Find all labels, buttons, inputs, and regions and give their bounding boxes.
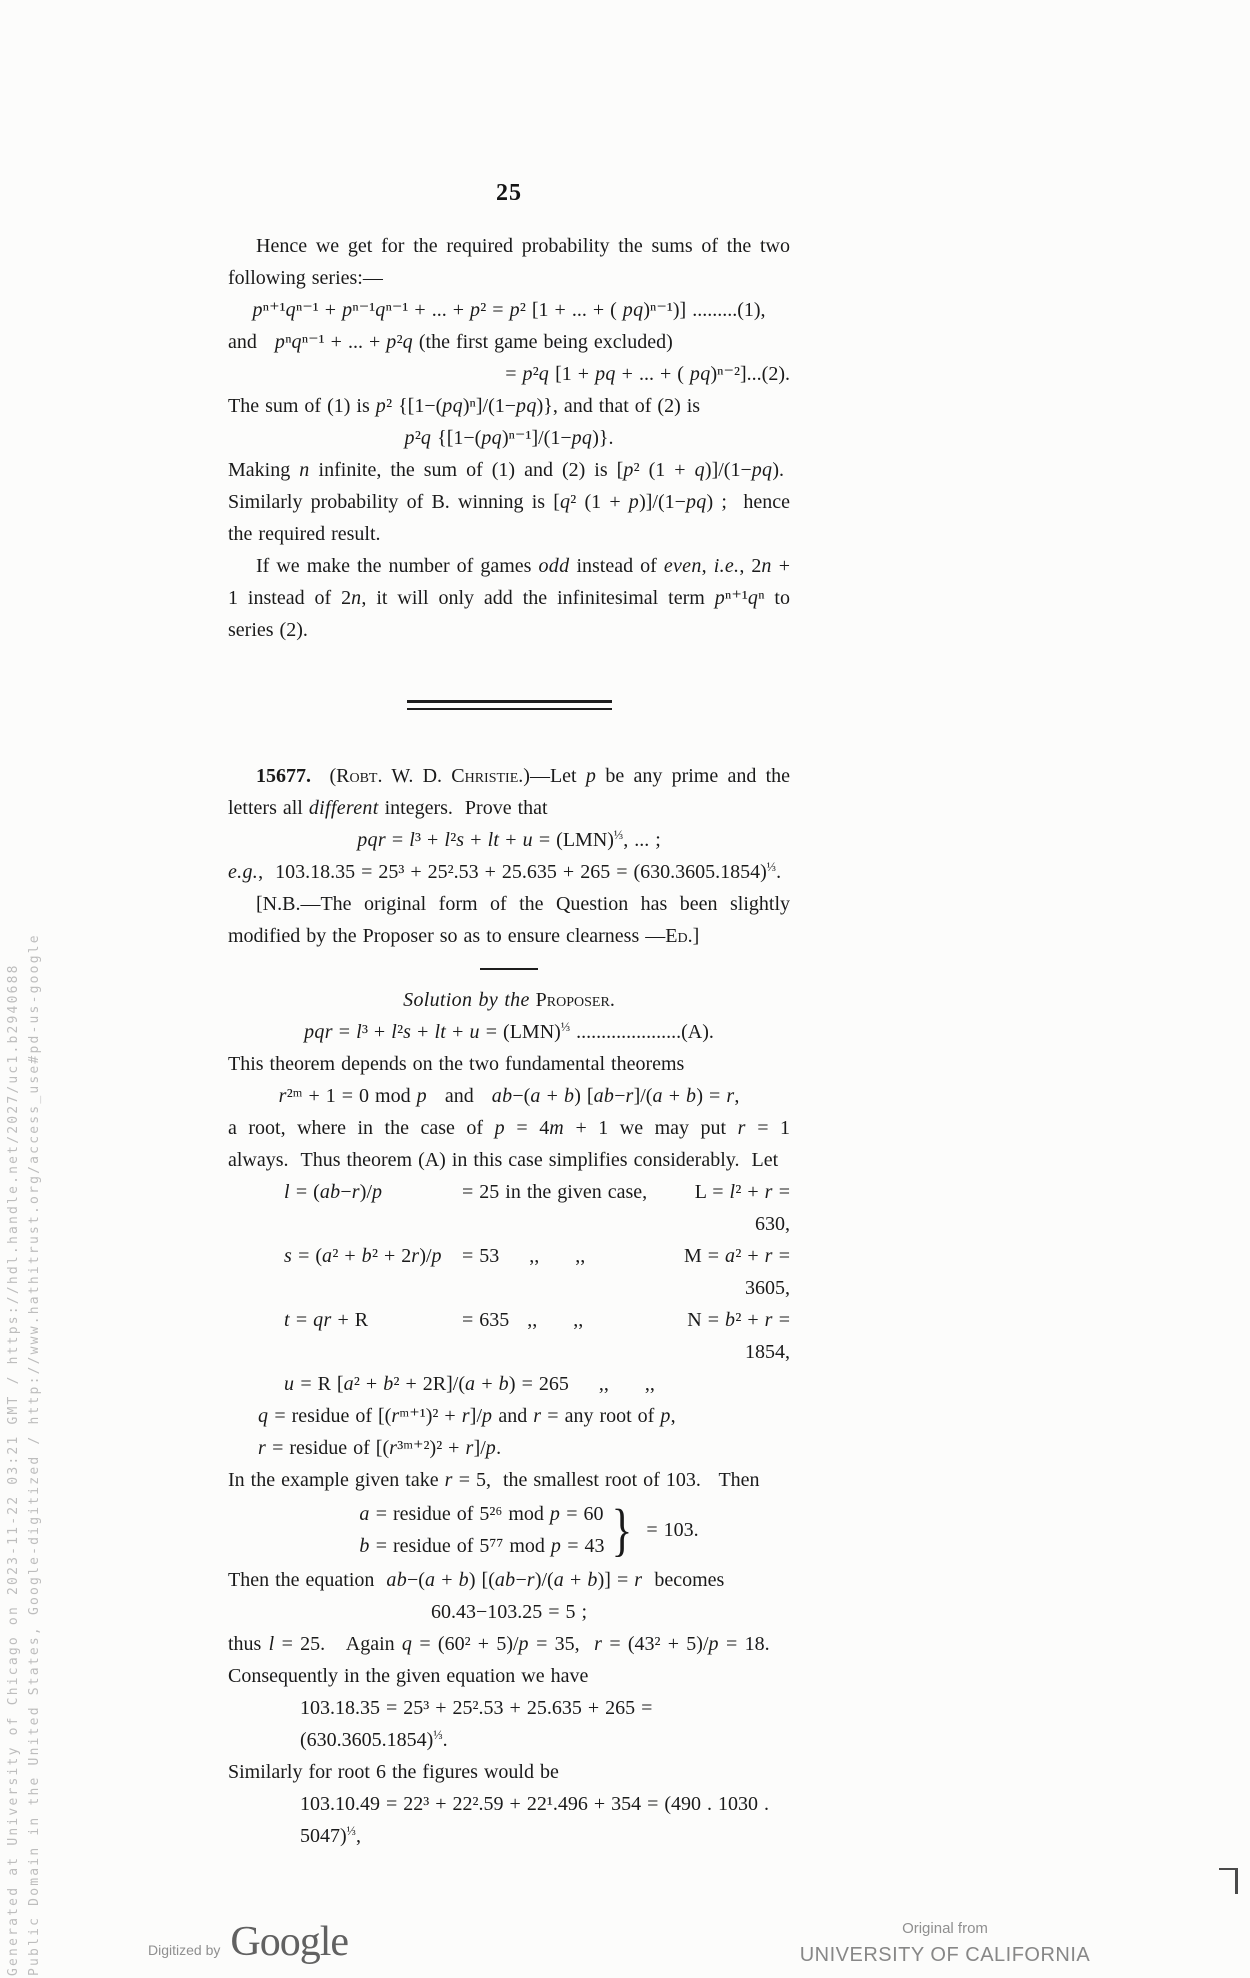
brace-residues: [268, 1498, 790, 1562]
equation-sum-2: p²q {[1−(pq)ⁿ⁻¹]/(1−pq)}.: [404, 427, 614, 449]
let-row-l-col2: L = l² + r = 630,: [694, 1181, 790, 1235]
let-row-t: [284, 1304, 790, 1368]
brace-result: = 103.: [646, 1519, 699, 1541]
para-this-theorem: This theorem depends on the two fundamental theorems: [228, 1053, 685, 1075]
equation-A: pqr = l³ + l²s + lt + u = (LMN)$^{\frac{1}{3}}$ .....................(A).: [304, 1020, 714, 1043]
brace-lines: a = residue of 5²⁶ mod p = 60 b = residue of 5⁷⁷ mod p = 43: [359, 1503, 605, 1557]
google-logo: Google: [230, 1919, 349, 1965]
let-row-s-col2: M = a² + r = 3605,: [683, 1245, 790, 1299]
sidebar-publicdomain-text: Public Domain in the United States, Google-digitized / http://www.hathitrust.org/access_use#pd-us-google: [27, 933, 42, 1976]
let-row-s-col1: = 53 ,, ,,: [462, 1245, 586, 1267]
equation-pqr: pqr = l³ + l²s + lt + u = (LMN)$^{\frac{1}{3}}$, ... ;: [357, 828, 661, 851]
para-if-we-make: If we make the number of games odd instead of even, i.e., 2n + 1 instead of 2n, it will only add the infinitesimal term pⁿ⁺¹qⁿ to series (2).: [228, 555, 791, 641]
let-row-r: r = residue of [(r³ᵐ⁺²)² + r]/p.: [258, 1437, 502, 1459]
equation-60-43: 60.43−103.25 = 5 ;: [430, 1601, 588, 1623]
original-from-label: Original from: [902, 1920, 988, 1937]
let-row-l-col0: l = (ab−r)/p: [284, 1181, 383, 1203]
para-in-the-example: In the example given take r = 5, the smallest root of 103. Then: [228, 1469, 760, 1491]
section-divider: [407, 700, 612, 710]
para-a-root: a root, where in the case of p = 4m + 1 we may put r = 1 always. Thus theorem (A) in this case simplifies considerably. Let: [228, 1117, 791, 1171]
let-row-s: [284, 1240, 790, 1304]
equation-103-10-49: 103.10.49 = 22³ + 22².59 + 22¹.496 + 354 = (490 . 1030 . 5047)$^{\frac{1}{3}}$,: [300, 1793, 770, 1847]
let-row-t-col2: N = b² + r = 1854,: [687, 1309, 790, 1363]
equation-fundamental: r²ᵐ + 1 = 0 mod p and ab−(a + b) [ab−r]/(a + b) = r,: [278, 1085, 740, 1107]
let-row-u: u = R [a² + b² + 2R]/(a + b) = 265 ,, ,,: [284, 1373, 655, 1395]
let-row-t-col1: = 635 ,, ,,: [462, 1309, 584, 1331]
para-then-the-equation: Then the equation ab−(a + b) [(ab−r)/(a + b)] = r becomes: [228, 1569, 725, 1591]
sidebar-generated-text: Generated at University of Chicago on 2023-11-22 03:21 GMT / https://hdl.handle.net/2027/uc1.b2940688: [6, 963, 21, 1976]
heading-solution: Solution by the Proposer.: [403, 989, 615, 1011]
institution-name: UNIVERSITY OF CALIFORNIA: [799, 1944, 1091, 1966]
let-row-t-col0: t = qr + R: [284, 1309, 369, 1331]
let-row-s-col0: s = (a² + b² + 2r)/p: [284, 1245, 442, 1267]
equation-and-line: and pⁿqⁿ⁻¹ + ... + p²q (the first game being excluded): [228, 331, 673, 353]
equation-1: pⁿ⁺¹qⁿ⁻¹ + pⁿ⁻¹qⁿ⁻¹ + ... + p² = p² [1 + ... + ( pq)ⁿ⁻¹)] .........(1),: [252, 299, 766, 321]
page-corner-mark: [1219, 1868, 1238, 1894]
para-making-n-infinite: Making n infinite, the sum of (1) and (2) is [p² (1 + q)]/(1−pq). Similarly probability of B. winning is [q² (1 + p)]/(1−pq) ; hence the required result.: [228, 459, 791, 545]
let-row-l-col1: = 25 in the given case,: [462, 1181, 648, 1203]
equation-103-18-35: $103.18.35 = 25^3 + 25^2.53 + 25.635 + 265 = (630.3605.1854)^{\frac{1}{3}}$.: [300, 1697, 653, 1751]
solution-divider: [480, 968, 538, 970]
let-row-q: q = residue of [(rᵐ⁺¹)² + r]/p and r = any root of p,: [258, 1405, 676, 1427]
para-sum-of-1: The sum of (1) is p² {[1−(pq)ⁿ]/(1−pq)}, and that of (2) is: [228, 395, 701, 417]
digitized-by-label: Digitized by: [148, 1942, 221, 1958]
right-brace: }: [611, 1497, 633, 1562]
para-similarly-root-6: Similarly for root 6 the figures would be: [228, 1761, 559, 1783]
para-thus-l-25: thus l = 25. Again q = (60² + 5)/p = 35, r = (43² + 5)/p = 18. Consequently in the given equation we have: [228, 1633, 791, 1687]
digitized-by-group: [148, 1918, 348, 1966]
content: [228, 230, 790, 1852]
para-problem-15677: 15677. (Robt. W. D. Christie.)—Let p be any prime and the letters all different integers. Prove that: [228, 765, 790, 819]
para-hence: Hence we get for the required probability the sums of the two following series:—: [228, 235, 790, 289]
original-from-group: [770, 1920, 1120, 1967]
equation-2: = p²q [1 + pq + ... + ( pq)ⁿ⁻²]...(2).: [505, 363, 790, 385]
para-nb-note: [N.B.—The original form of the Question has been slightly modified by the Proposer so as to ensure clearness —Ed.]: [228, 893, 790, 947]
equation-eg: e.g., $103.18.35 = 25^3 + 25^2.53 + 25.635 + 265 = (630.3605.1854)^{\frac{1}{3}}$.: [228, 860, 782, 883]
let-row-l: [284, 1176, 790, 1240]
page-number: 25: [496, 180, 522, 206]
